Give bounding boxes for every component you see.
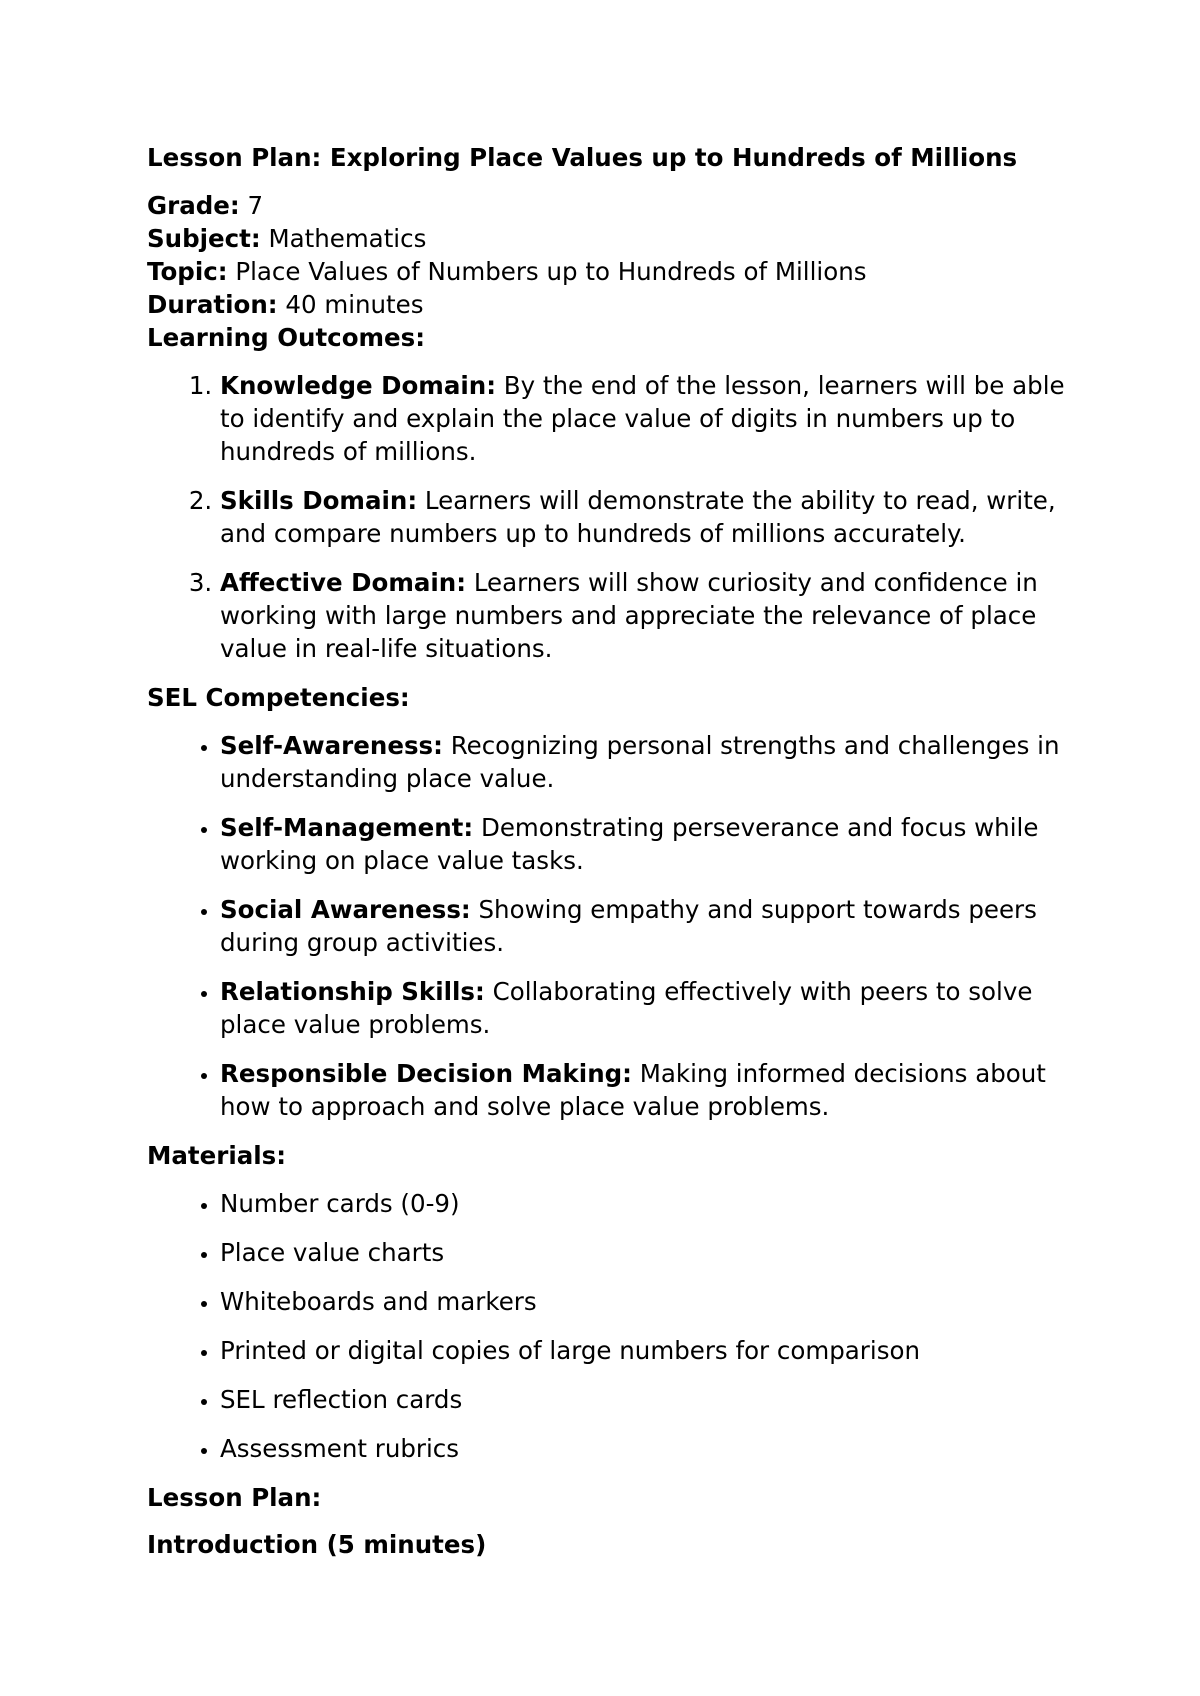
- competency-text: Recognizing personal strengths and challenges in understanding place value.: [220, 731, 1060, 793]
- competency-label: Self-Management:: [220, 813, 474, 842]
- material-item: • Whiteboards and markers: [220, 1285, 1077, 1318]
- materials-heading: Materials:: [147, 1141, 287, 1170]
- document-page: [147, 141, 1077, 1561]
- subject-line: [147, 222, 1077, 255]
- competency-text: Collaborating effectively with peers to solve place value problems.: [220, 977, 1033, 1039]
- competency-label: Social Awareness:: [220, 895, 471, 924]
- sel-competency-item: [220, 893, 1077, 959]
- outcome-label: Skills Domain:: [220, 486, 418, 515]
- sel-competency-item: [220, 729, 1077, 795]
- material-item: • Printed or digital copies of large numbers for comparison: [220, 1334, 1077, 1367]
- lesson-plan-heading: Lesson Plan:: [147, 1483, 322, 1512]
- material-item: • Place value charts: [220, 1236, 1077, 1269]
- material-item: • Number cards (0-9): [220, 1187, 1077, 1220]
- learning-outcomes-list: [147, 369, 1077, 665]
- materials-list: [147, 1187, 1077, 1465]
- outcome-label: Affective Domain:: [220, 568, 467, 597]
- sel-competency-item: [220, 975, 1077, 1041]
- outcome-label: Knowledge Domain:: [220, 371, 496, 400]
- outcome-text: Learners will demonstrate the ability to read, write, and compare numbers up to hundreds of millions accurately.: [220, 486, 1056, 548]
- topic-value: Place Values of Numbers up to Hundreds of Millions: [227, 257, 867, 286]
- outcome-text: Learners will show curiosity and confidence in working with large numbers and appreciate the relevance of place value in real-life situations.: [220, 568, 1038, 663]
- grade-line: [147, 189, 1077, 222]
- grade-label: Grade:: [147, 191, 240, 220]
- sel-competencies-list: [147, 729, 1077, 1123]
- competency-label: Relationship Skills:: [220, 977, 485, 1006]
- grade-value: 7: [239, 191, 264, 220]
- subject-value: Mathematics: [260, 224, 427, 253]
- learning-outcome-item: [220, 566, 1077, 665]
- competency-label: Responsible Decision Making:: [220, 1059, 632, 1088]
- duration-label: Duration:: [147, 290, 278, 319]
- material-item: • Assessment rubrics: [220, 1432, 1077, 1465]
- learning-outcome-item: [220, 369, 1077, 468]
- learning-outcomes-heading: Learning Outcomes:: [147, 323, 426, 352]
- introduction-heading: Introduction (5 minutes): [147, 1530, 487, 1559]
- topic-line: [147, 255, 1077, 288]
- sel-competency-item: [220, 811, 1077, 877]
- duration-value: 40 minutes: [277, 290, 424, 319]
- competency-text: Demonstrating perseverance and focus while working on place value tasks.: [220, 813, 1039, 875]
- duration-line: [147, 288, 1077, 321]
- competency-text: Making informed decisions about how to approach and solve place value problems.: [220, 1059, 1046, 1121]
- learning-outcome-item: [220, 484, 1077, 550]
- sel-competency-item: [220, 1057, 1077, 1123]
- subject-label: Subject:: [147, 224, 261, 253]
- outcome-text: By the end of the lesson, learners will be able to identify and explain the place value of digits in numbers up to hundreds of millions.: [220, 371, 1065, 466]
- material-item: • SEL reflection cards: [220, 1383, 1077, 1416]
- competency-label: Self-Awareness:: [220, 731, 443, 760]
- document-title: Lesson Plan: Exploring Place Values up to Hundreds of Millions: [147, 143, 1018, 172]
- topic-label: Topic:: [147, 257, 228, 286]
- sel-competencies-heading: SEL Competencies:: [147, 683, 410, 712]
- competency-text: Showing empathy and support towards peers during group activities.: [220, 895, 1037, 957]
